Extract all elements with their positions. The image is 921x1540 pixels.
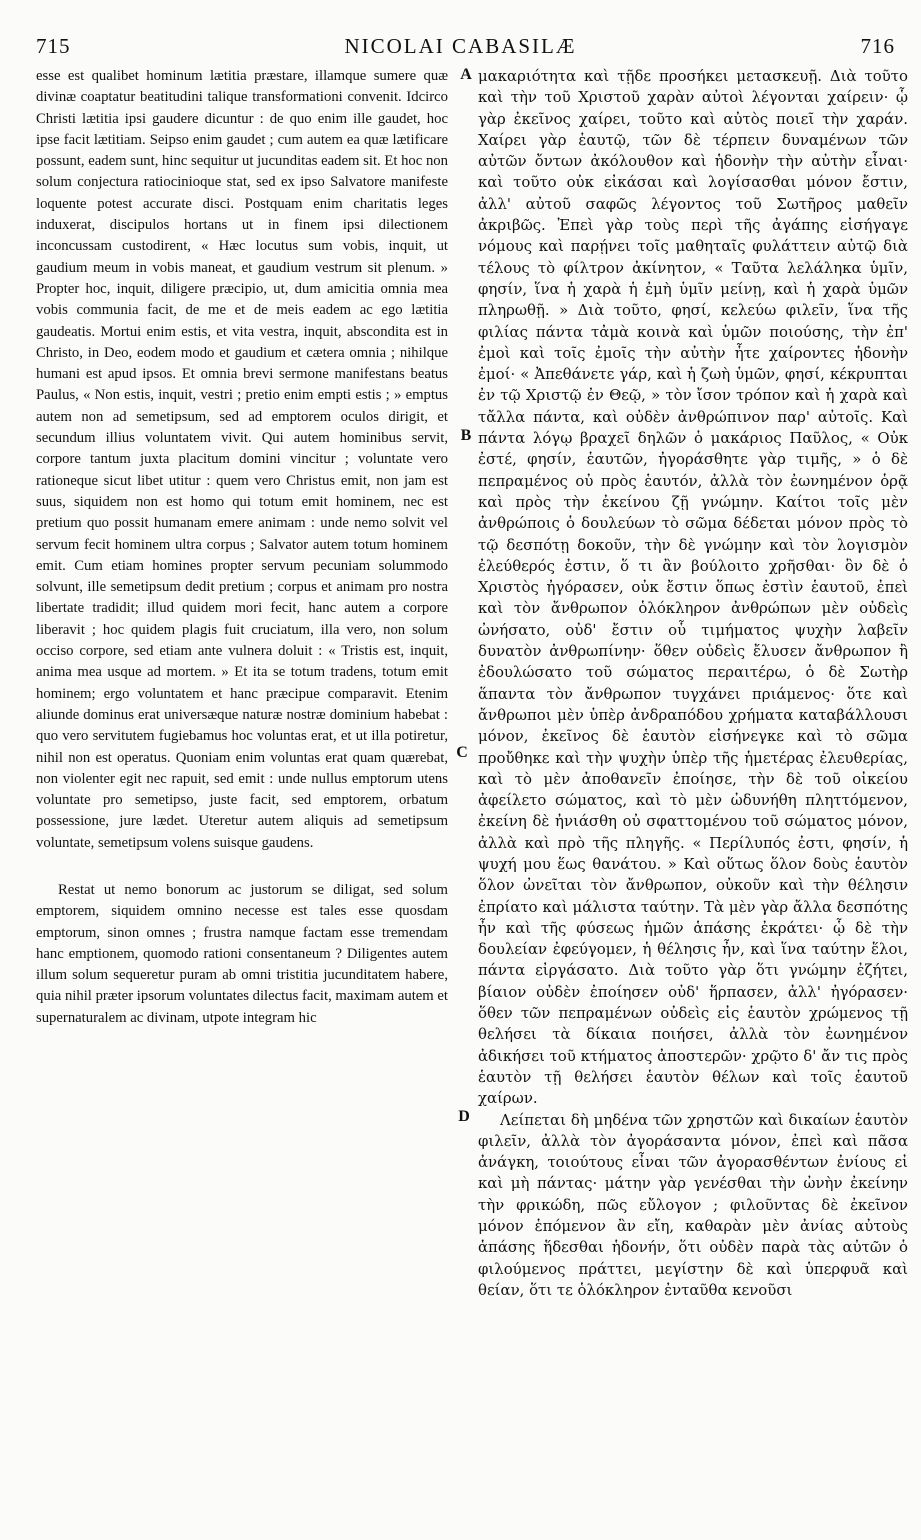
section-marker-d: D [458,1108,470,1125]
page-number-left: 715 [36,34,71,58]
running-title: NICOLAI CABASILÆ [344,34,577,58]
latin-paragraph-2: Restat ut nemo bonorum ac justorum se diligat, sed solum emptorem, siquidem omnino necesse est tales esse quosdam emptorum, sinon omnes ; frustra namque factam esse tremendam hanc emptionem, quomodo rationi consentaneum ? Diligentes autem illum solum sequeretur puram ab omni tristitia jucunditatem habere, quia nihil præter ipsorum voluntates dilectus facit, maximam autem et supernaturalem ac divinam, utpote integram hic [36,881,448,1026]
greek-paragraph-2: Λείπεται δὴ μηδένα τῶν χρηστῶν καὶ δικαίων ἑαυτὸν φιλεῖν, ἀλλὰ τὸν ἀγοράσαντα μόνον, ἐπεὶ καὶ πᾶσα ἀνάγκη, τοιούτους εἶναι τῶν ἀγορασθέντων ἐνίους εἰ καὶ μὴ πάντας· μάτην γὰρ γενέσθαι τὴν ὠνὴν ἐκείνην τὴν φρικώδη, πῶς εὔλογον ; φιλοῦντας δὲ ἐκεῖνον μόνον ἑπόμενον ἂν εἴη, καθαρὰν μὲν ἀνίας αὐτοὺς ἁπάσης ἥδεσθαι ἡδονήν, ὅτι οὐδὲν παρὰ τὰς αὐτῶν ὁ φιλούμενος πράττει, μεγίστην δὲ καὶ ὑπερφυᾶ καὶ θείαν, ὅτι τε ὁλόκληρον ἐνταῦθα κενοῦσι [478,1110,908,1299]
page-number-right: 716 [860,34,895,58]
greek-column [478,66,908,1301]
section-marker-a: A [460,66,472,83]
latin-paragraph-1: esse est qualibet hominum lætitia præstare, illamque sumere quæ divinæ coaptatur beatitudini talique transformationi convenit. Idcirco Christi lætitia ipsi gaudere dicuntur : de quo enim ille gaudet, hoc ipse facit lætitiam. Seipso enim gaudet ; cum autem ea quæ lætificare possunt, eadem sunt, hinc sequitur ut jucunditas eadem sit. Et hoc non solum conjectura ratiociniοque stat, sed ex ipso Salvatore manifeste loquente potest accurate disci. Postquam enim charitatis leges induxerat, discipulos hortans ut in finem ipsi dilectionem inconcussam custodirent, « Hæc locutus sum vobis, inquit, ut gaudium meum in vobis maneat, et gaudium vestrum sit plenum. » Propter hoc, inquit, diligere præcipio, ut, dum amicitia omnia mea vobis communia facit, de me et de meis eadem ac ego lætitia gaudeatis. Mortui enim estis, et vita vestra, inquit, abscondita est in Christo, in Deo, eodem modo et gaudium et cætera omnia ; nihilque humani est apud ipsos. Et omnia brevi sermone manifestans beatus Paulus, « Non estis, inquit, vestri ; pretio enim empti estis ; » emptus autem non ad semetipsum, sed ad emptorem oculos dirigit, et secundum illius voluntatem vivit. Qui autem hominibus servit, corpore tantum juxta placitum domini vincitur ; voluntate vero rationeque sicut libet utitur : quem vero Christus emit, non jam est suus, siquidem non est homo qui totum emit hominem, nec est pretium quo possit humanam emere animam : unde nemo solvit vel servum fecit hominem ultra corpus ; Salvator autem totum hominem emit. Cum etiam homines propter servum pecuniam solummodo solvunt, ille semetipsum dedit pretium ; corpus et animam pro nostra libertate tradidit; illud quidem mori fecit, hanc autem a corpore liberavit ; hoc quidem plagis fuit cruciatum, illa vero, non solum occiso corpore, sed etiam ante vulnera doluit : « Tristis est, inquit, anima mea usque ad mortem. » Et ita se totum tradens, totum emit hominem; ergo voluntatem et hanc præcipue comparavit. Etenim aliunde dominus erat universæque naturæ nostræ dominium habebat : quo vero servitutem fugiebamus hoc voluntas erat, et ut illa potiretur, nihil non est operatus. Quoniam enim voluntas erat quam quærebat, non violenter egit nec rapuit, sed emit : unde nullus emptorum utens voluntate pro semetipso, juste facit, sed emptorem, orbatum possessione, jure lædet. Uteretur autem aliquis ad semetipsum voluntate, semetipsum volens suisque gaudens. [36,68,448,851]
section-marker-c: C [456,744,468,761]
page-header [0,34,921,60]
latin-column [36,66,448,1029]
section-marker-b: B [460,427,472,444]
greek-paragraph-1: μακαριότητα καὶ τῇδε προσήκει μετασκευῇ. Διὰ τοῦτο καὶ τὴν τοῦ Χριστοῦ χαρὰν αὐτοὶ λέγονται χαίρειν· ᾧ γὰρ ἐκεῖνος χαίρει, τοῦτο καὶ αὐτὸς ποιεῖ τὴν χαράν. Χαίρει γὰρ ἑαυτῷ, τῶν δὲ τέρπειν δυναμένων τῶν αὐτῶν ὄντων ἀκόλουθον καὶ ἡδονὴν τὴν αὐτὴν εἶναι· καὶ τοῦτο οὐκ εἰκάσαι καὶ λογίσασθαι μόνον ἔστιν, ἀλλ' αὐτοῦ σαφῶς λέγοντος τοῦ Σωτῆρος μαθεῖν ἀκριβῶς. Ἐπεὶ γὰρ τοὺς περὶ τῆς ἀγάπης εἰσήγαγε νόμους καὶ παρῄνει τοῖς μαθηταῖς φυλάττειν αὐτῷ διὰ τέλους τὸ φίλτρον ἀκίνητον, « Ταῦτα λελάληκα ὑμῖν, φησίν, ἵνα ἡ χαρὰ ἡ ἐμὴ ὑμῖν μείνῃ, καὶ ἡ χαρὰ ὑμῶν πληρωθῇ. » Διὰ τοῦτο, φησί, κελεύω φιλεῖν, ἵνα τῆς φιλίας πάντα τἀμὰ κοινὰ καὶ ὑμῶν ποιούσης, τὴν ἐπ' ἐμοὶ καὶ τοῖς ἐμοῖς τὴν αὐτὴν ἧτε χαίροντες ἡδονὴν ἐμοί· « Ἀπεθάνετε γάρ, καὶ ἡ ζωὴ ὑμῶν, φησί, κέκρυπται ἐν τῷ Χριστῷ ἐν Θεῷ, » τὸν ἴσον τρόπον καὶ ἡ χαρὰ καὶ τἄλλα πάντα, καὶ οὐδὲν ἀνθρώπινον παρ' αὐτοῖς. Καὶ πάντα λόγῳ βραχεῖ δηλῶν ὁ μακάριος Παῦλος, « Οὐκ ἐστέ, φησίν, ἑαυτῶν, ἠγοράσθητε γὰρ τιμῆς, » ὁ δὲ πεπραμένος οὐ πρὸς ἑαυτόν, ἀλλὰ τὸν ἐωνημένον ὁρᾷ καὶ πρὸς τὴν ἐκείνου ζῇ γνώμην. Καίτοι τοῖς μὲν ἀνθρώποις ὁ δουλεύων τὸ σῶμα δέδεται μόνον πρὸς τὸ τῷ δεσπότῃ δοκοῦν, τὴν δὲ γνώμην καὶ τὸν λογισμὸν ἐλεύθερός ἐστιν, ὅ τι ἂν βούλοιτο χρῆσθαι· ὃν δὲ ὁ Χριστὸς ἠγόρασεν, οὐκ ἔστιν ὅπως ἐστὶν ἑαυτοῦ, ἐπεὶ καὶ τὸν ἄνθρωπον ὁλόκληρον ἀνθρώπων μὲν οὐδεὶς ὠνήσατο, οὐδ' ἔστιν οὗ τιμήματος ψυχὴν λαβεῖν δυνατὸν ἀνθρωπίνην· ὅθεν οὐδεὶς ἔλυσεν ἄνθρωπον ἢ ἐδουλώσατο τοῦ σώματος περαιτέρω, ὁ δὲ Σωτὴρ ἅπαντα τὸν ἄνθρωπον τυγχάνει πριάμενος· ὅτε καὶ ἄνθρωποι μὲν ὑπὲρ ἀνδραπόδου χρήματα καταβάλλουσι μόνον, ἐκεῖνος δὲ ἑαυτὸν εἰσήνεγκε καὶ τὸ σῶμα προὔθηκε καὶ τὴν ψυχὴν ὑπὲρ τῆς ἡμετέρας ἐλευθερίας, καὶ τὸ μὲν ἀποθανεῖν ἐποίησε, τὴν δὲ τοῦ οἰκείου ἀφείλετο σώματος, καὶ τὸ μὲν ὠδυνήθη πληττόμενον, ἐκείνη δὲ ἠνιάσθη οὐ σφαττομένου τοῦ σώματος μόνον, ἀλλὰ καὶ πρὸ τῆς πληγῆς. « Περίλυπός ἐστι, φησίν, ἡ ψυχή μου ἕως θανάτου. » Καὶ οὕτως ὅλον δοὺς ἑαυτὸν ὅλον ὠνεῖται τὸν ἄνθρωπον, οὐκοῦν καὶ τὴν θέλησιν ἐπρίατο καὶ μάλιστα ταύτην. Τὰ μὲν γὰρ ἄλλα δεσπότης ἦν καὶ τῆς φύσεως ἡμῶν ἁπάσης ἐκράτει· ᾧ δὲ τὴν δουλείαν ἐφεύγομεν, ἡ θέλησις ἦν, καὶ ἵνα ταύτην ἕλοι, πάντα εἰργάσατο. Διὰ τοῦτο γὰρ ὅτι γνώμην ἐζήτει, βίαιον οὐδὲν ἐποίησεν οὐδ' ἥρπασεν, ἀλλ' ἠγόρασεν· ὅθεν τῶν πεπραμένων οὐδεὶς εἰς ἑαυτὸν χρώμενος τῇ θελήσει τὰ δίκαια ποιήσει, ἀλλὰ τὸν ἐωνημένον ἀδικήσει τοῦ κτήματος ἀποστερῶν· χρῷτο δ' ἄν τις πρὸς ἑαυτὸν τῇ θελήσει ἑαυτὸν θέλων καὶ τοῖς ἑαυτοῦ χαίρων. [478,67,908,1108]
